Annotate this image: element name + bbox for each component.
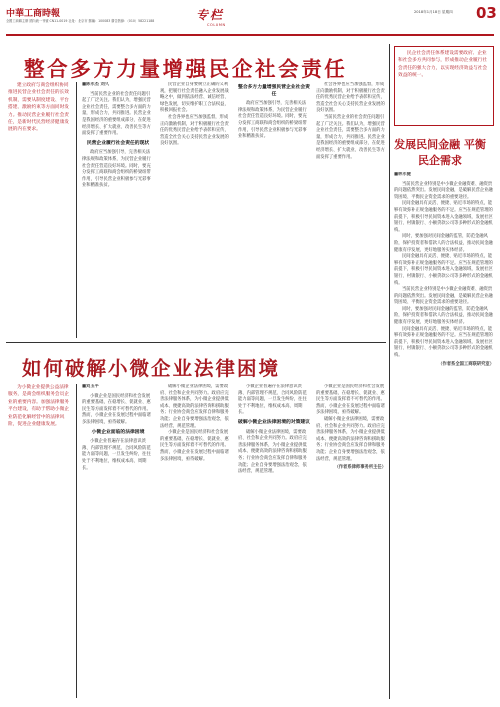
article2-endnote: （作者系全国工商联研究室） <box>438 361 494 367</box>
article2-paragraph: 民间金融具有灵活、便捷、贴近市场的特点，能够有效弥补正规金融服务的不足。应当在规范管理的前提下，积极引导民间资本进入金融领域，发展社区银行、村镇银行、小额贷款公司等多种形式的金融机构。 <box>394 326 493 359</box>
article2-headline: 发展民间金融 平衡民企需求 <box>394 138 486 167</box>
article3-column-4 <box>316 384 386 698</box>
pullquote-text: 民企社会责任体系建设需要政府、企业和社会多方共同参与，形成推动企业履行社会责任的强大合力，以实现经济效益与社会效益的统一。 <box>398 51 488 79</box>
masthead-subline: 全國工商聯主辦 國內統一刊號 CN11-0019 社址：北京市 郵編：100083 廣告熱線：（010）58221188 <box>6 19 155 23</box>
masthead <box>6 4 497 36</box>
article2-paragraph: 民间金融具有灵活、便捷、贴近市场的特点，能够有效弥补正规金融服务的不足。应当在规范管理的前提下，积极引导民间资本进入金融领域，发展社区银行、村镇银行、小额贷款公司等多种形式的金融机构。 <box>394 201 493 233</box>
newspaper-name: 中華工商時報 <box>6 9 61 19</box>
article1-paragraph: 政府应当加强引导，完善相关法律法规和政策体系，为民营企业履行社会责任营造良好环境。同时，要充分发挥工商联和商会组织的桥梁纽带作用，引导民营企业积极参与光彩事业和精准扶贫。 <box>238 101 307 140</box>
article3-paragraph: 破解小微企业法律困境，需要政府、社会和企业共同努力。政府应完善法律服务体系，为小微企业提供低成本、便捷高效的法律咨询和援助服务；行业协会商会应发挥自律和服务功能；企业自身要增强法治观念，依法经营，规范管理。 <box>316 416 385 462</box>
article2-paragraph: 当前民营企业特别是中小微企业融资难、融资贵的问题依然突出。发展民间金融，是破解民营企业融资困境、平衡民企资金需求的重要途径。 <box>394 181 493 200</box>
article3-paragraph: 小微企业普遍存在法律意识淡薄、内部管理不规范、合同风险防范能力弱等问题，一旦发生纠纷，往往处于不利地位，维权成本高、周期长。 <box>238 384 307 416</box>
article3-paragraph: 小微企业是国民经济和社会发展的重要基础，在稳增长、促就业、惠民生等方面发挥着不可替代的作用。然而，小微企业在发展过程中面临诸多法律困境，亟待破解。 <box>82 393 151 425</box>
article3-paragraph: 破解小微企业法律困境，需要政府、社会和企业共同努力。政府应完善法律服务体系，为小微企业提供低成本、便捷高效的法律咨询和援助服务；行业协会商会应发挥自律和服务功能；企业自身要增强法治观念，依法经营，规范管理。 <box>238 429 307 475</box>
article2-column <box>394 172 494 700</box>
article3-headline: 如何破解小微企业法律困境 <box>22 357 281 380</box>
section-divider <box>6 342 386 343</box>
article3-paragraph: 小微企业是国民经济和社会发展的重要基础，在稳增长、促就业、惠民生等方面发挥着不可替代的作用。然而，小微企业在发展过程中面临诸多法律困境，亟待破解。 <box>316 384 385 416</box>
article3-subhead: 破解小微企业法律困境的对策建议 <box>238 419 310 425</box>
article3-paragraph: 小微企业普遍存在法律意识淡薄、内部管理不规范、合同风险防范能力弱等问题，一旦发生纠纷，往往处于不利地位，维权成本高、周期长。 <box>82 439 151 471</box>
article3-paragraph: 小微企业是国民经济和社会发展的重要基础，在稳增长、促就业、惠民生等方面发挥着不可替代的作用。然而，小微企业在发展过程中面临诸多法律困境，亟待破解。 <box>160 430 229 462</box>
article2-paragraph: 同时，要加强对民间金融的监管，防范金融风险，保护投资者和借款人的合法权益，推动民间金融健康有序发展，更好地服务实体经济。 <box>394 234 493 253</box>
article2-paragraph: 民间金融具有灵活、便捷、贴近市场的特点，能够有效弥补正规金融服务的不足。应当在规范管理的前提下，积极引导民间资本进入金融领域，发展社区银行、村镇银行、小额贷款公司等多种形式的金融机构。 <box>394 254 493 286</box>
article1-column-3 <box>238 82 310 338</box>
article3-sidebar-text: 为小微企业提供公益法律服务，是商会组织服务会员企业的重要内容。加强法律服务平台建设，有助于帮助小微企业防范化解经营中的法律风险，促进企业健康发展。 <box>8 385 69 428</box>
article1-paragraph: 当前民营企业的社会责任问题引起了广泛关注。我们认为，增强民营企业社会责任，需要整合多方面的力量，形成合力，共同推进。民营企业是我国经济的重要组成部分，在促进经济增长、扩大就业、改善民生等方面发挥了重要作用。 <box>316 114 385 160</box>
article3-column-1 <box>82 384 154 698</box>
article3-column-3 <box>238 384 310 698</box>
article2-paragraph: 同时，要加强对民间金融的监管，防范金融风险，保护投资者和借款人的合法权益，推动民间金融健康有序发展，更好地服务实体经济。 <box>394 306 493 326</box>
article2-byline: ■林永健 <box>394 172 411 177</box>
article3-endnote: （作者系律师事务所主任） <box>334 465 386 471</box>
article1-sidebar-text: 建立政府与商会组织协同推进民营企业社会责任的长效机制，需要从制度建设、平台搭建、激励约束等方面同时发力。推动民营企业履行社会责任，是新时代民营经济健康发展的内在要求。 <box>8 83 69 133</box>
article1-paragraph: 政府应当加强引导，完善相关法律法规和政策体系，为民营企业履行社会责任营造良好环境。同时，要充分发挥工商联和商会组织的桥梁纽带作用，引导民营企业积极参与光彩事业和精准扶贫。 <box>82 150 151 189</box>
article1-paragraph: 民营企业自身要树立正确的义利观，把履行社会责任融入企业发展战略之中，做到依法经营、诚信经营、绿色发展，切实维护职工合法权益，积极回报社会。 <box>160 82 229 114</box>
article3-subhead: 小微企业面临的法律困境 <box>91 429 145 435</box>
article3-sidebar <box>8 384 72 698</box>
article1-column-4 <box>316 82 386 338</box>
article1-subhead: 整合多方力量增强民营企业社会责任 <box>238 85 310 97</box>
column-divider <box>76 82 77 338</box>
section-title: 专栏 <box>196 8 225 22</box>
column-divider <box>389 44 390 699</box>
article2-paragraph: 当前民营企业特别是中小微企业融资难、融资贵的问题依然突出。发展民间金融，是破解民营企业融资困境、平衡民企资金需求的重要途径。 <box>394 287 493 306</box>
article1-byline: ■陈永杰 刘久 <box>82 82 110 87</box>
article1-column-2 <box>160 82 232 338</box>
article1-paragraph: 当前民营企业的社会责任问题引起了广泛关注。我们认为，增强民营企业社会责任，需要整合多方面的力量，形成合力，共同推进。民营企业是我国经济的重要组成部分，在促进经济增长、扩大就业、改善民生等方面发挥了重要作用。 <box>82 91 151 137</box>
article3-column-2 <box>160 384 232 698</box>
article1-paragraph: 社会各界也应当加强监督，形成正向激励机制，对于积极履行社会责任的优秀民营企业给予表彰和宣传，营造全社会关心支持民营企业发展的良好氛围。 <box>316 82 385 114</box>
article1-paragraph: 社会各界也应当加强监督，形成正向激励机制，对于积极履行社会责任的优秀民营企业给予表彰和宣传，营造全社会关心支持民营企业发展的良好氛围。 <box>160 114 229 147</box>
section-title-en: COLUMN <box>207 23 226 27</box>
article3-byline: ■刘玉平 <box>82 384 99 389</box>
article3-paragraph: 破解小微企业法律困境，需要政府、社会和企业共同努力。政府应完善法律服务体系，为小微企业提供低成本、便捷高效的法律咨询和援助服务；行业协会商会应发挥自律和服务功能；企业自身要增强法治观念，依法经营，规范管理。 <box>160 384 229 429</box>
article1-sidebar <box>8 82 72 338</box>
article1-column-1 <box>82 82 154 338</box>
issue-date: 2018年1月18日 星期四 <box>414 10 453 14</box>
article1-subhead: 民营企业履行社会责任的现状 <box>86 140 150 146</box>
column-divider <box>76 384 77 698</box>
article1-headline: 整合多方力量增强民企社会责任 <box>24 57 348 81</box>
page-number: 03 <box>476 4 497 22</box>
pullquote-box <box>394 46 494 126</box>
